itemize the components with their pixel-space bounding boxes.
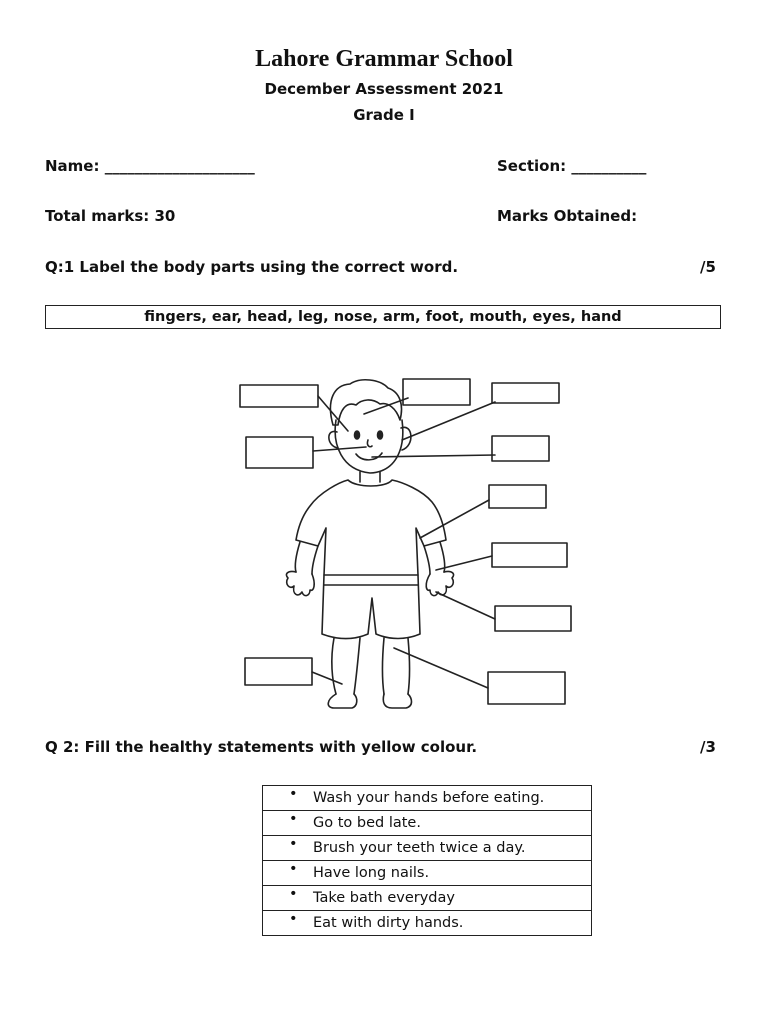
- word-bank: fingers, ear, head, leg, nose, arm, foot, mouth, eyes, hand: [45, 305, 721, 329]
- hair: [330, 380, 401, 425]
- label-box-3: [492, 383, 559, 403]
- statement-text: Wash your hands before eating.: [313, 790, 545, 806]
- statement-text: Go to bed late.: [313, 815, 421, 831]
- q2-marks: /3: [700, 738, 716, 756]
- left-hand: [286, 571, 314, 595]
- label-box-10: [488, 672, 565, 704]
- statement-text: Brush your teeth twice a day.: [313, 840, 526, 856]
- bullet: •: [289, 811, 298, 827]
- name-field[interactable]: Name: ____________________: [45, 157, 255, 175]
- q1-marks: /5: [700, 258, 716, 276]
- label-box-7: [492, 543, 567, 567]
- label-box-6: [489, 485, 546, 508]
- assessment-title: December Assessment 2021: [264, 80, 504, 98]
- bullet: •: [289, 886, 298, 902]
- grade-title: Grade I: [353, 106, 415, 124]
- label-box-9: [245, 658, 312, 685]
- bullet: •: [289, 911, 298, 927]
- label-box-5: [492, 436, 549, 461]
- table-row[interactable]: [263, 886, 592, 911]
- table-row[interactable]: [263, 836, 592, 861]
- bullet: •: [289, 836, 298, 852]
- statement-text: Take bath everyday: [313, 890, 455, 906]
- statement-text: Eat with dirty hands.: [313, 915, 464, 931]
- right-leg: [383, 638, 410, 694]
- label-box-8: [495, 606, 571, 631]
- marks-obtained: Marks Obtained:: [497, 207, 638, 225]
- table-row[interactable]: [263, 786, 592, 811]
- label-box-4: [246, 437, 313, 468]
- statement-text: Have long nails.: [313, 865, 430, 881]
- total-marks: Total marks: 30: [45, 207, 176, 225]
- section-field[interactable]: Section: __________: [497, 157, 647, 175]
- left-leg: [332, 638, 360, 694]
- left-foot: [328, 694, 357, 708]
- school-title: Lahore Grammar School: [255, 46, 513, 72]
- q1-question: Q:1 Label the body parts using the correct word.: [45, 258, 459, 276]
- statements-table: [262, 785, 592, 936]
- table-row[interactable]: [263, 861, 592, 886]
- label-box-1: [240, 385, 318, 407]
- right-hand: [426, 571, 453, 595]
- q2-question: Q 2: Fill the healthy statements with yellow colour.: [45, 738, 478, 756]
- table-row[interactable]: [263, 911, 592, 936]
- bullet: •: [289, 861, 298, 877]
- table-row[interactable]: [263, 811, 592, 836]
- bullet: •: [289, 786, 298, 802]
- shirt: [296, 480, 446, 575]
- right-foot: [383, 694, 411, 708]
- left-arm: [295, 542, 318, 574]
- label-box-2: [403, 379, 470, 405]
